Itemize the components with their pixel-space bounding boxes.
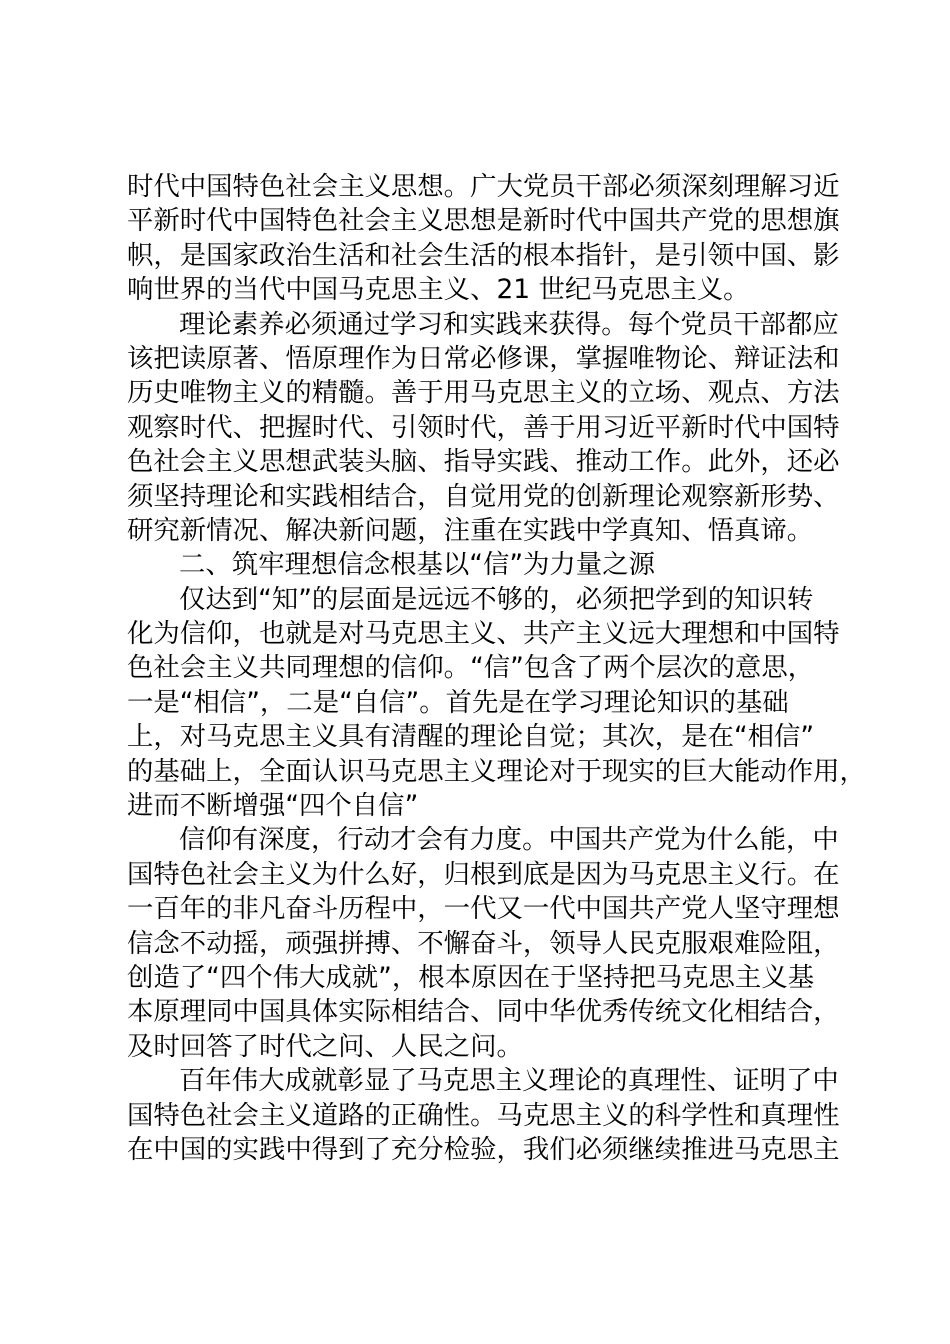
text-line: 历史唯物主义的精髓。善于用马克思主义的立场、观点、方法 <box>127 377 840 409</box>
text-line: 须坚持理论和实践相结合，自觉用党的创新理论观察新形势、 <box>127 480 840 512</box>
text-line: 在中国的实践中得到了充分检验，我们必须继续推进马克思主 <box>127 1133 840 1165</box>
text-line: 该把读原著、悟原理作为日常必修课，掌握唯物论、辩证法和 <box>127 342 840 374</box>
text-line: 的基础上，全面认识马克思主义理论对于现实的巨大能动作用， <box>127 755 866 787</box>
paragraph-first-line: 百年伟大成就彰显了马克思主义理论的真理性、证明了中 <box>179 1065 839 1097</box>
text-line: 信念不动摇，顽强拼搏、不懈奋斗，领导人民克服艰难险阻， <box>127 927 840 959</box>
paragraph-first-line: 仅达到“知”的层面是远远不够的，必须把学到的知识转 <box>179 583 814 615</box>
text-line: 研究新情况、解决新问题，注重在实践中学真知、悟真谛。 <box>127 514 814 546</box>
text-line: 一是“相信”，二是“自信”。首先是在学习理论知识的基础 <box>127 686 789 718</box>
paragraph-first-line: 二、筑牢理想信念根基以“信”为力量之源 <box>179 549 655 581</box>
text-line: 色社会主义共同理想的信仰。“信”包含了两个层次的意思， <box>127 652 815 684</box>
text-line: 国特色社会主义道路的正确性。马克思主义的科学性和真理性 <box>127 1099 840 1131</box>
text-line: 创造了“四个伟大成就”，根本原因在于坚持把马克思主义基 <box>127 961 815 993</box>
text-line: 及时回答了时代之问、人民之问。 <box>127 1030 523 1062</box>
text-line: 国特色社会主义为什么好，归根到底是因为马克思主义行。在 <box>127 858 840 890</box>
body-text <box>127 170 866 1167</box>
paragraph-first-line: 信仰有深度，行动才会有力度。中国共产党为什么能，中 <box>179 824 839 856</box>
text-line: 一百年的非凡奋斗历程中，一代又一代中国共产党人坚守理想 <box>127 893 840 925</box>
text-line: 时代中国特色社会主义思想。广大党员干部必须深刻理解习近 <box>127 171 840 202</box>
text-line: 化为信仰，也就是对马克思主义、共产主义远大理想和中国特 <box>127 618 840 650</box>
text-line: 本原理同中国具体实际相结合、同中华优秀传统文化相结合， <box>127 996 840 1028</box>
text-line: 进而不断增强“四个自信” <box>127 790 419 822</box>
text-line: 平新时代中国特色社会主义思想是新时代中国共产党的思想旗 <box>127 205 840 237</box>
text-line: 色社会主义思想武装头脑、指导实践、推动工作。此外，还必 <box>127 446 840 478</box>
text-line: 响世界的当代中国马克思主义、21 世纪马克思主义。 <box>127 274 750 306</box>
text-line: 上，对马克思主义具有清醒的理论自觉；其次，是在“相信” <box>127 721 815 753</box>
text-line: 观察时代、把握时代、引领时代，善于用习近平新时代中国特 <box>127 411 840 443</box>
text-line: 帜，是国家政治生活和社会生活的根本指针，是引领中国、影 <box>127 239 840 271</box>
paragraph-first-line: 理论素养必须通过学习和实践来获得。每个党员干部都应 <box>179 308 839 340</box>
